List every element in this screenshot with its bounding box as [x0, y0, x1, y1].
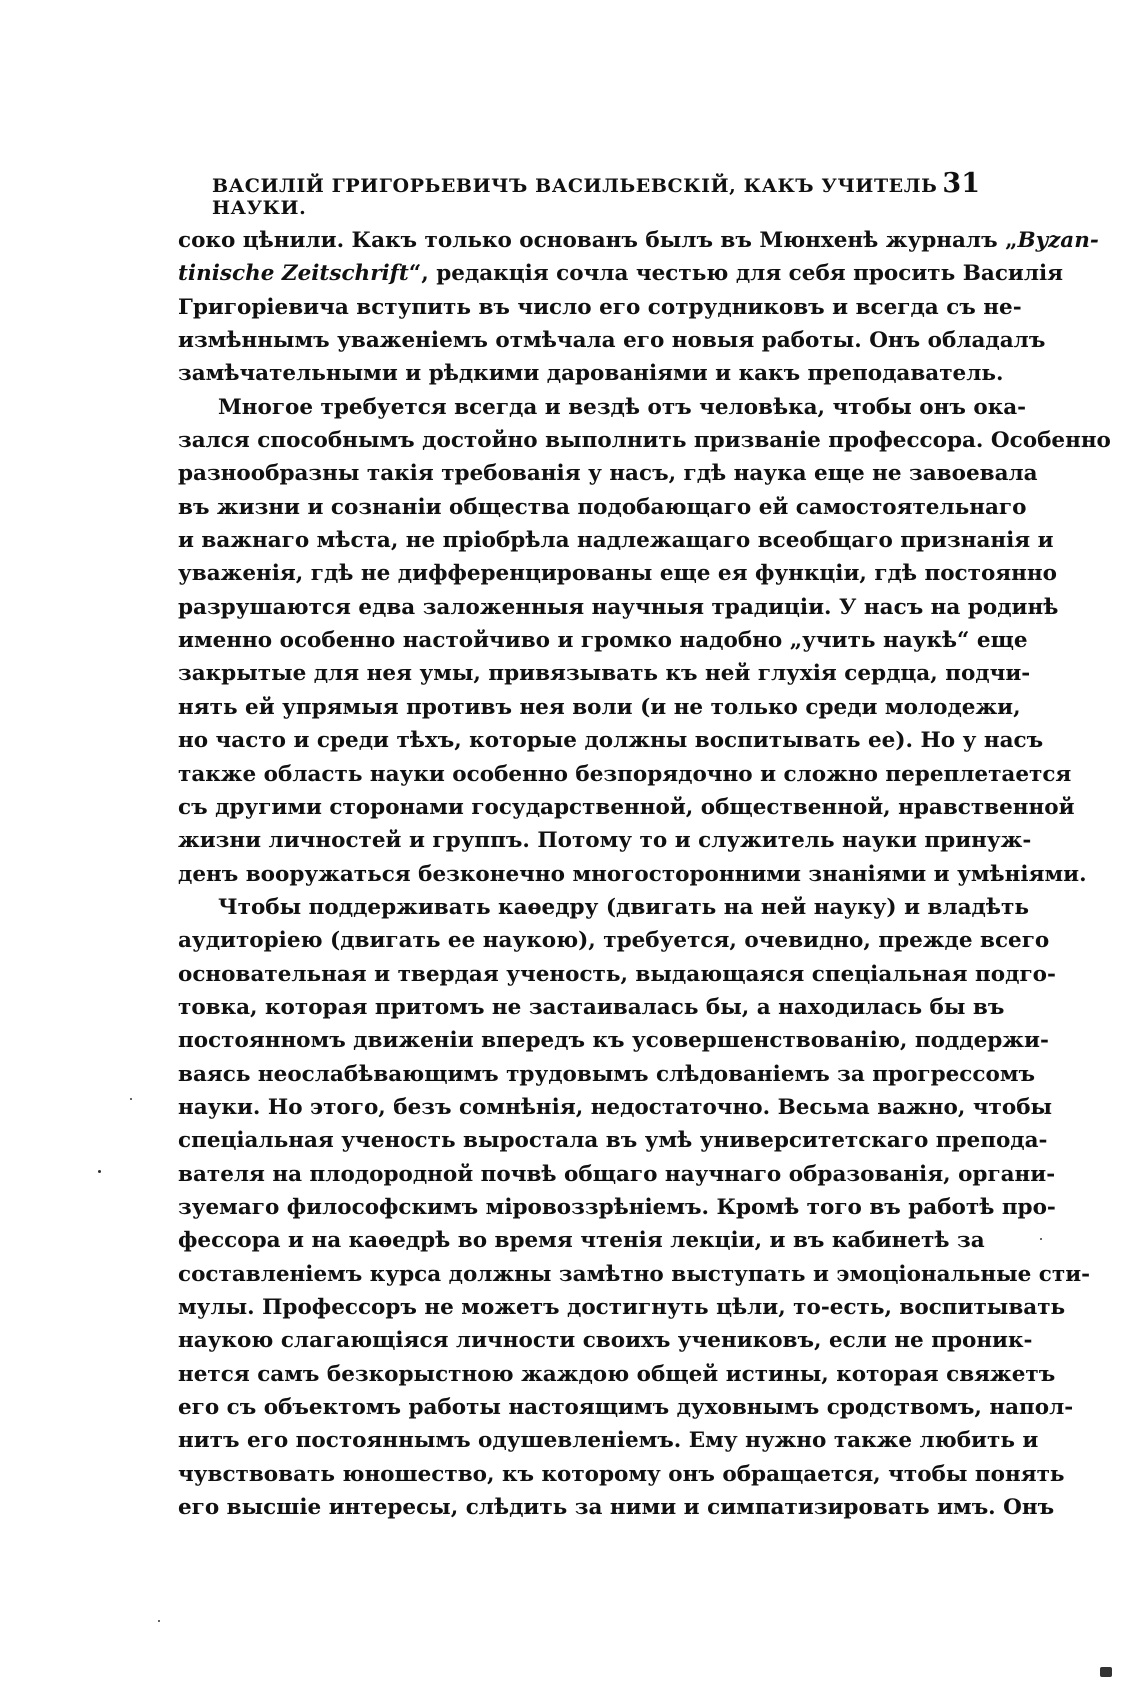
text-line: замѣчательными и рѣдкими дарованіями и какъ преподаватель.: [178, 361, 1004, 387]
text-line: его съ объектомъ работы настоящимъ духовнымъ сродствомъ, напол-: [178, 1395, 1074, 1421]
text-line: нять ей упрямыя противъ нея воли (и не только среди молодежи,: [178, 694, 1021, 720]
text-line: въ жизни и сознаніи общества подобающаго ей самостоятельнаго: [178, 494, 1027, 520]
running-title: ВАСИЛІЙ ГРИГОРЬЕВИЧЪ ВАСИЛЬЕВСКІЙ, КАКЪ УЧИТЕЛЬ НАУКИ.: [212, 175, 938, 219]
text-line: именно особенно настойчиво и громко надобно „учить наукѣ“ еще: [178, 628, 1028, 654]
text-line: товка, которая притомъ не застаивалась бы, а находилась бы въ: [178, 994, 1005, 1020]
scan-speck: [98, 1170, 101, 1173]
text-line: также область науки особенно безпорядочно и сложно переплетается: [178, 761, 1072, 787]
scan-speck: [130, 1098, 132, 1100]
text-line: закрытые для нея умы, привязывать къ ней глухія сердца, подчи-: [178, 661, 1031, 687]
text-line: науки. Но этого, безъ сомнѣнія, недостаточно. Весьма важно, чтобы: [178, 1094, 1053, 1120]
text-line: разнообразны такія требованія у насъ, гдѣ наука еще не завоевала: [178, 461, 1038, 487]
paragraph-start: Чтобы поддерживать каѳедру (двигать на ней науку) и владѣть: [218, 894, 1029, 920]
paragraph-start: Многое требуется всегда и вездѣ отъ человѣка, чтобы онъ ока-: [218, 394, 1027, 420]
text-line: соко цѣнили. Какъ только основанъ былъ въ Мюнхенѣ журналъ „Byzan-: [178, 228, 1099, 253]
text-line: уваженія, гдѣ не дифференцированы еще ея функціи, гдѣ постоянно: [178, 561, 1057, 587]
text-line: Григоріевича вступить въ число его сотрудниковъ и всегда съ не-: [178, 294, 1022, 320]
text-line: нется самъ безкорыстною жаждою общей истины, которая свяжетъ: [178, 1361, 1056, 1387]
text-line: спеціальная ученость выростала въ умѣ университетскаго препода-: [178, 1128, 1048, 1154]
text-line: съ другими сторонами государственной, общественной, нравственной: [178, 794, 1075, 820]
text-line: зался способнымъ достойно выполнить призваніе профессора. Особенно: [178, 428, 1111, 454]
text-line: tinische Zeitschrift“, редакція сочла честью для себя просить Василія: [178, 261, 1064, 287]
text-line: постоянномъ движеніи впередъ къ усовершенствованію, поддержи-: [178, 1028, 1049, 1054]
text-line: мулы. Профессоръ не можетъ достигнуть цѣли, то-есть, воспитывать: [178, 1295, 1066, 1320]
scan-speck: [1040, 1238, 1042, 1240]
text-line: но часто и среди тѣхъ, которые должны воспитывать ее). Но у насъ: [178, 728, 1044, 754]
text-line: ваясь неослабѣвающимъ трудовымъ слѣдованіемъ за прогрессомъ: [178, 1061, 1035, 1087]
text-line: наукою слагающіяся личности своихъ учениковъ, если не проник-: [178, 1328, 1033, 1354]
text-line: фессора и на каѳедрѣ во время чтенія лекціи, и въ кабинетѣ за: [178, 1228, 985, 1254]
page-number: 31: [942, 168, 980, 199]
text-line: измѣннымъ уваженіемъ отмѣчала его новыя работы. Онъ обладалъ: [178, 328, 1046, 354]
text-line: и важнаго мѣста, не пріобрѣла надлежащаго всеобщаго признанія и: [178, 528, 1054, 554]
text-line: основательная и твердая ученость, выдающаяся спеціальная подго-: [178, 961, 1056, 987]
text-line: зуемаго философскимъ міровоззрѣніемъ. Кромѣ того въ работѣ про-: [178, 1194, 1056, 1220]
text-line: разрушаются едва заложенныя научныя традиціи. У насъ на родинѣ: [178, 594, 1059, 620]
text-line: его высшіе интересы, слѣдить за ними и симпатизировать имъ. Онъ: [178, 1495, 1055, 1521]
text-line: вателя на плодородной почвѣ общаго научнаго образованія, органи-: [178, 1161, 1056, 1187]
page-header: [212, 168, 980, 219]
text-line: жизни личностей и группъ. Потому то и служитель науки принуж-: [178, 828, 1032, 854]
text-line: составленіемъ курса должны замѣтно выступать и эмоціональные сти-: [178, 1261, 1091, 1287]
scan-speck: [158, 1620, 160, 1622]
text-line: нитъ его постояннымъ одушевленіемъ. Ему нужно также любить и: [178, 1428, 1039, 1454]
text-line: денъ вооружаться безконечно многосторонними знаніями и умѣніями.: [178, 861, 1087, 887]
text-line: аудиторіею (двигать ее наукою), требуется, очевидно, прежде всего: [178, 928, 1050, 954]
scan-speck: [1100, 1667, 1112, 1677]
text-line: чувствовать юношество, къ которому онъ обращается, чтобы понять: [178, 1461, 1065, 1487]
body-text: [178, 224, 1111, 1524]
